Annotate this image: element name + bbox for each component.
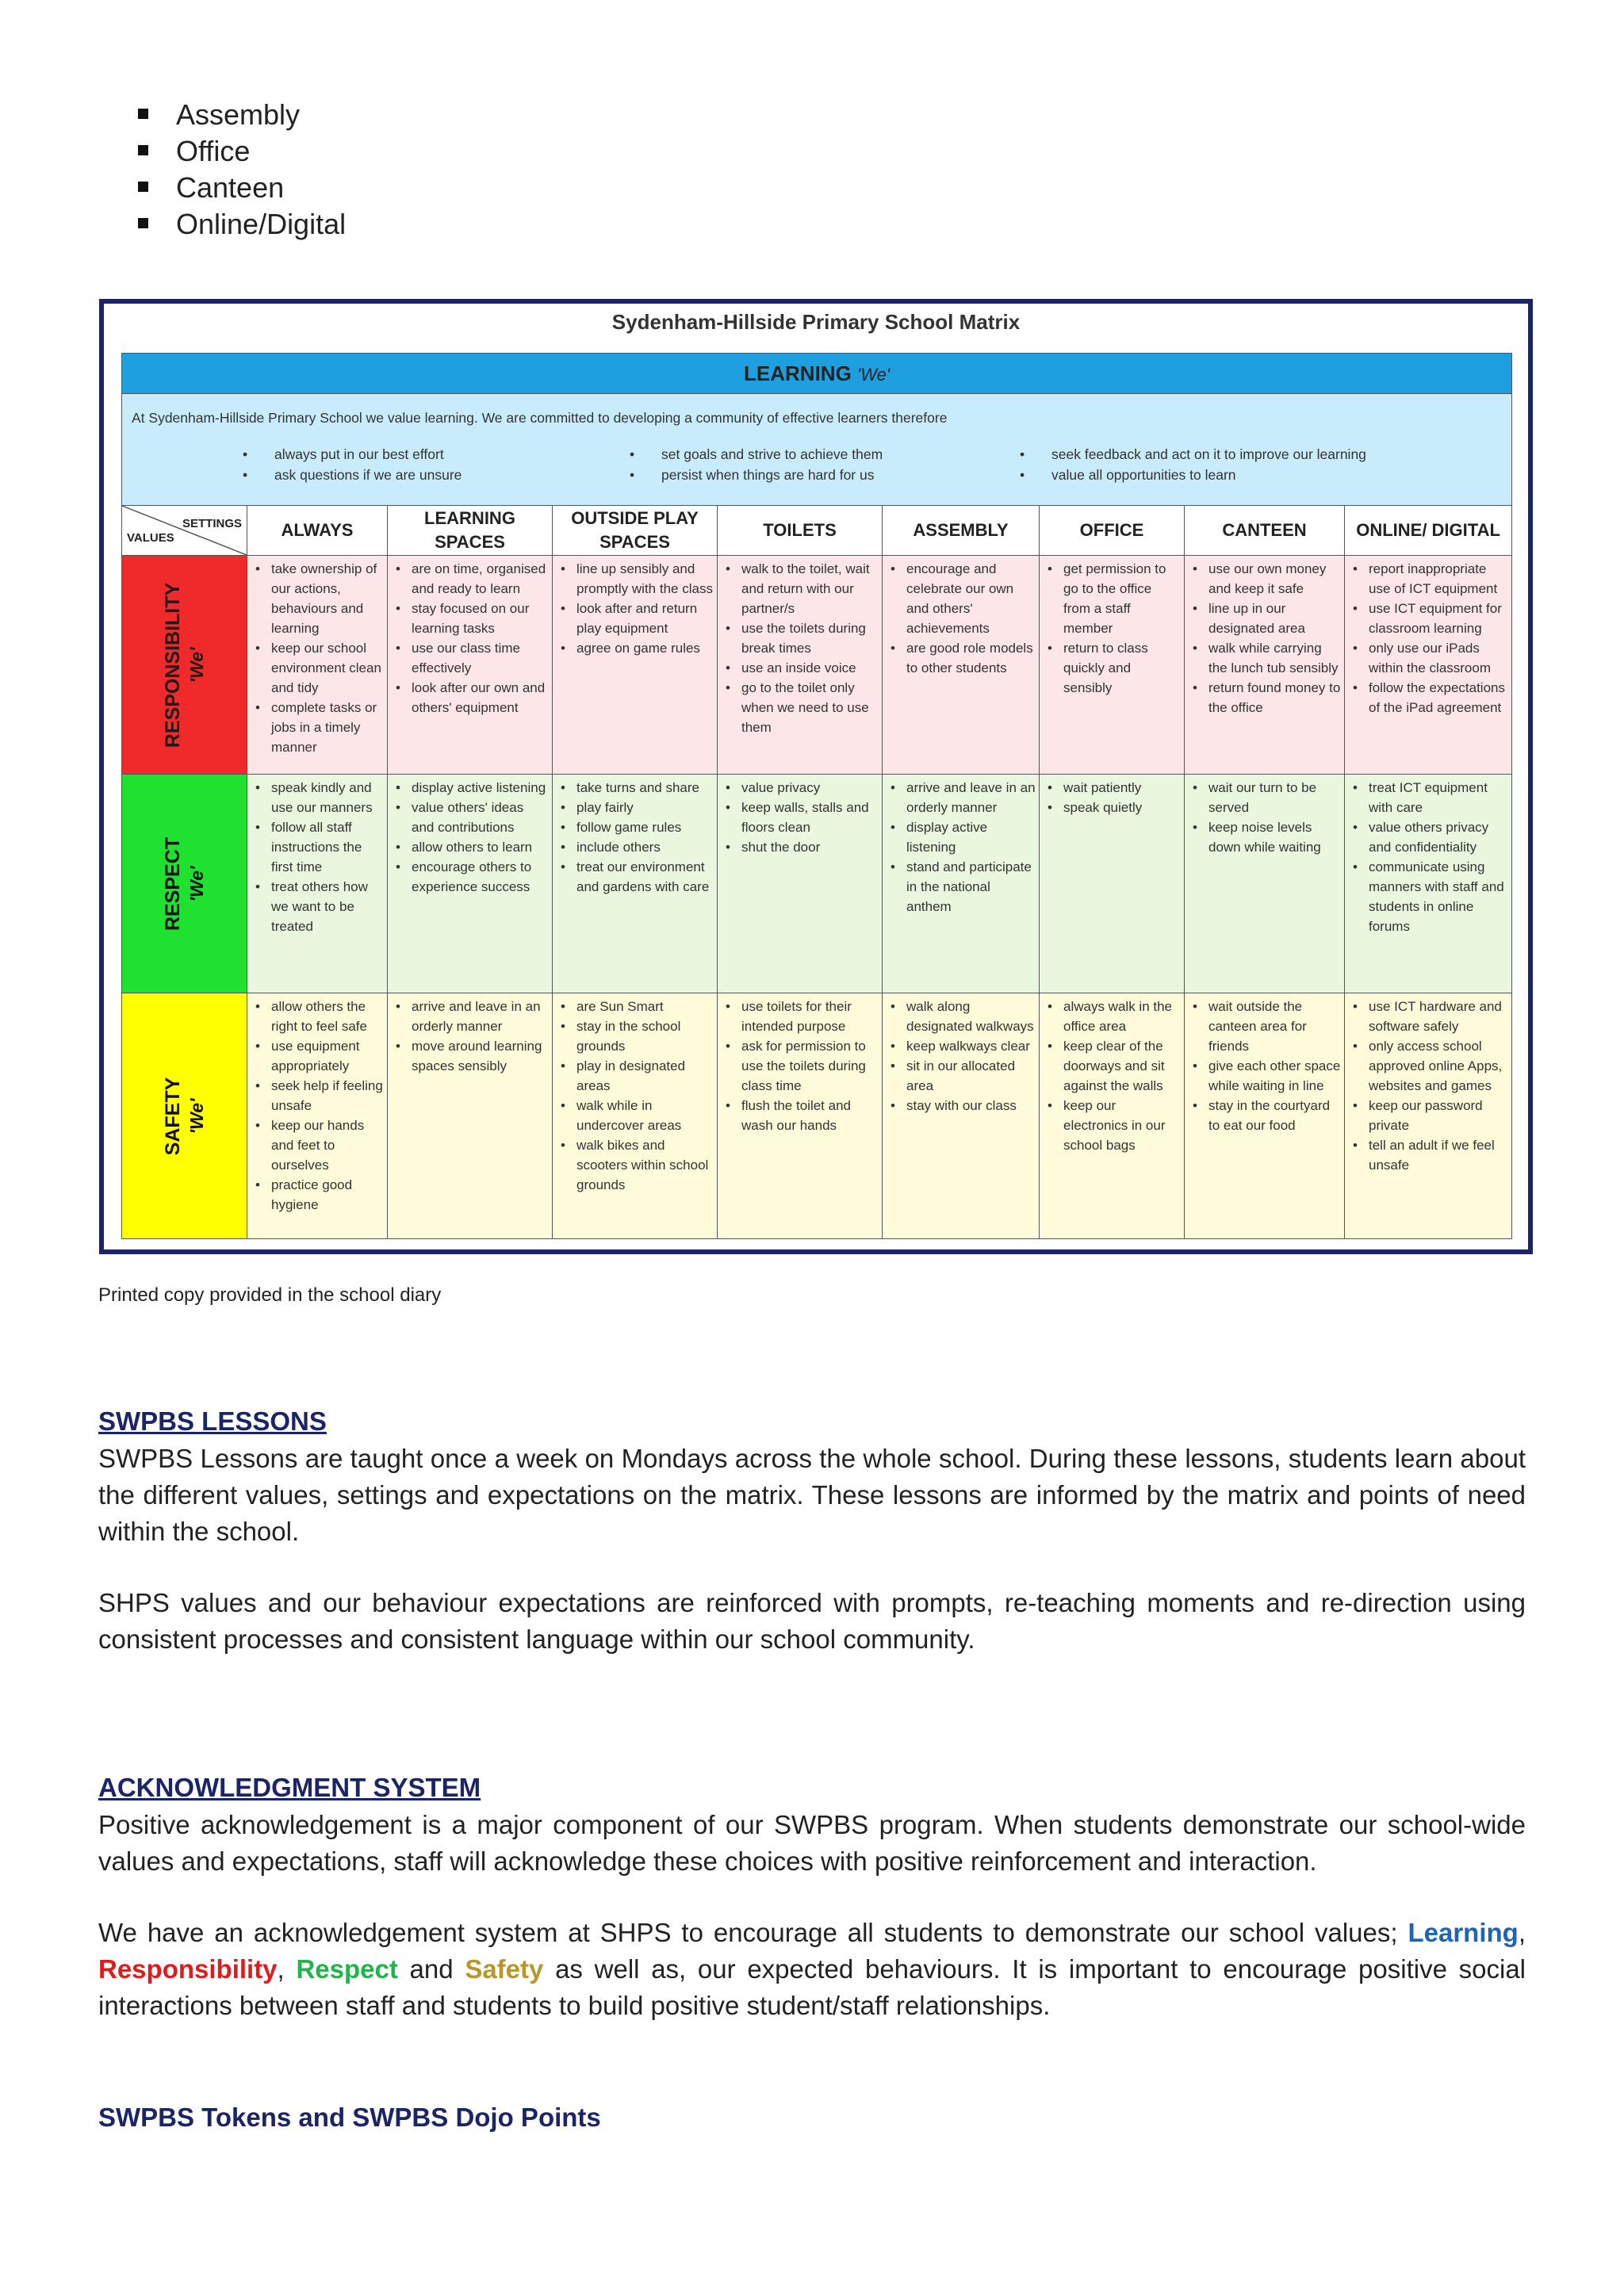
square-bullet-icon bbox=[138, 218, 148, 228]
expectation-item: • treat ICT equipment with care bbox=[1345, 778, 1511, 817]
expectation-item: • give each other space while waiting in line bbox=[1185, 1056, 1344, 1096]
expectation-list bbox=[718, 778, 882, 857]
value-respect-text: Respect bbox=[296, 1954, 398, 1984]
expectation-list bbox=[388, 997, 552, 1076]
expectation-list bbox=[553, 559, 717, 658]
expectation-item: • complete tasks or jobs in a timely manner bbox=[247, 698, 387, 757]
expectation-item: • use the toilets during break times bbox=[718, 618, 882, 658]
expectation-item: • always walk in the office area bbox=[1040, 997, 1184, 1036]
expectation-list bbox=[1345, 997, 1511, 1175]
expectation-item: • keep our school environment clean and tidy bbox=[247, 638, 387, 698]
expectation-item: • return found money to the office bbox=[1185, 678, 1344, 718]
expectation-item: • line up in our designated area bbox=[1185, 599, 1344, 638]
list-item: Canteen bbox=[135, 170, 346, 206]
expectation-list bbox=[883, 559, 1039, 678]
matrix-table bbox=[121, 353, 1512, 1239]
value-learning-text: Learning bbox=[1408, 1918, 1519, 1947]
matrix-cell bbox=[553, 556, 718, 775]
expectation-item: • walk along designated walkways bbox=[883, 997, 1039, 1036]
expectation-item: • seek help if feeling unsafe bbox=[247, 1076, 387, 1115]
expectation-item: • look after our own and others' equipment bbox=[388, 678, 552, 718]
matrix-cell bbox=[1185, 775, 1345, 993]
expectation-list bbox=[553, 997, 717, 1195]
matrix-cell bbox=[388, 993, 553, 1239]
expectation-item: • include others bbox=[553, 837, 717, 857]
expectation-item: • speak quietly bbox=[1040, 798, 1184, 817]
expectation-item: • use an inside voice bbox=[718, 658, 882, 678]
setting-header-online-digital: ONLINE/ DIGITAL bbox=[1345, 506, 1512, 556]
matrix-cell bbox=[247, 775, 388, 993]
value-respect: RESPECT 'We' bbox=[122, 775, 247, 993]
matrix-cell bbox=[1185, 993, 1345, 1239]
matrix-cell bbox=[388, 556, 553, 775]
expectation-item: • are good role models to other students bbox=[883, 638, 1039, 678]
expectation-list bbox=[247, 559, 387, 757]
expectation-item: • return to class quickly and sensibly bbox=[1040, 638, 1184, 698]
acknowledgment-paragraph-2: We have an acknowledgement system at SHPS to encourage all students to demonstrate our school values; Learning, Responsibility, Respect and Safety as well as, our expected behaviours. It is important to encourage positive social interactions between staff and students to build positive student/staff relationships. bbox=[98, 1918, 1526, 2020]
matrix-cell bbox=[388, 775, 553, 993]
matrix-cell bbox=[883, 775, 1040, 993]
expectation-item: • use ICT hardware and software safely bbox=[1345, 997, 1511, 1036]
expectation-item: • allow others the right to feel safe bbox=[247, 997, 387, 1036]
expectation-item: • value others' ideas and contributions bbox=[388, 798, 552, 837]
matrix-cell bbox=[247, 556, 388, 775]
expectation-item: • arrive and leave in an orderly manner bbox=[388, 997, 552, 1036]
value-safety: SAFETY 'We' bbox=[122, 993, 247, 1239]
learning-goals-col2: • set goals and strive to achieve them • persist when things are hard for us bbox=[630, 444, 883, 485]
list-item: Online/Digital bbox=[135, 206, 346, 243]
expectation-item: • allow others to learn bbox=[388, 837, 552, 857]
expectation-list bbox=[247, 778, 387, 936]
learning-heading: LEARNING 'We' bbox=[122, 354, 1512, 394]
school-matrix bbox=[99, 299, 1533, 1254]
setting-header-canteen: CANTEEN bbox=[1185, 506, 1345, 556]
square-bullet-icon bbox=[138, 109, 148, 119]
expectation-list bbox=[553, 778, 717, 897]
setting-header-always: ALWAYS bbox=[247, 506, 388, 556]
expectation-item: • look after and return play equipment bbox=[553, 599, 717, 638]
matrix-cell bbox=[718, 993, 883, 1239]
expectation-item: • walk while in undercover areas bbox=[553, 1096, 717, 1135]
expectation-list bbox=[1185, 997, 1344, 1135]
expectation-item: • stand and participate in the national anthem bbox=[883, 857, 1039, 916]
responsibility-row bbox=[122, 556, 1512, 775]
expectation-item: • arrive and leave in an orderly manner bbox=[883, 778, 1039, 817]
expectation-item: • move around learning spaces sensibly bbox=[388, 1036, 552, 1076]
matrix-cell bbox=[553, 775, 718, 993]
matrix-cell bbox=[1185, 556, 1345, 775]
expectation-item: • treat our environment and gardens with care bbox=[553, 857, 717, 897]
swpbs-lessons-paragraph-2: SHPS values and our behaviour expectations are reinforced with prompts, re-teaching moments and re-direction using consistent processes and consistent language within our school community. bbox=[98, 1588, 1526, 1654]
expectation-item: • sit in our allocated area bbox=[883, 1056, 1039, 1096]
expectation-item: • communicate using manners with staff and students in online forums bbox=[1345, 857, 1511, 936]
expectation-list bbox=[883, 778, 1039, 916]
expectation-item: • speak kindly and use our manners bbox=[247, 778, 387, 817]
matrix-cell bbox=[883, 556, 1040, 775]
expectation-item: • follow all staff instructions the first time bbox=[247, 817, 387, 877]
expectation-item: • go to the toilet only when we need to use them bbox=[718, 678, 882, 737]
expectation-item: • stay with our class bbox=[883, 1096, 1039, 1115]
expectation-item: • use ICT equipment for classroom learning bbox=[1345, 599, 1511, 638]
learning-goals-col3: • seek feedback and act on it to improve our learning • value all opportunities to learn bbox=[1020, 444, 1366, 485]
expectation-list bbox=[1345, 559, 1511, 718]
expectation-item: • agree on game rules bbox=[553, 638, 717, 658]
expectation-item: • keep our electronics in our school bags bbox=[1040, 1096, 1184, 1155]
expectation-item: • get permission to go to the office from a staff member bbox=[1040, 559, 1184, 638]
setting-header-office: OFFICE bbox=[1040, 506, 1185, 556]
expectation-item: • only access school approved online Apps, websites and games bbox=[1345, 1036, 1511, 1096]
expectation-item: • keep walls, stalls and floors clean bbox=[718, 798, 882, 837]
expectation-item: • are on time, organised and ready to learn bbox=[388, 559, 552, 599]
expectation-item: • line up sensibly and promptly with the class bbox=[553, 559, 717, 599]
value-safety-text: Safety bbox=[465, 1954, 544, 1984]
setting-header-toilets: TOILETS bbox=[718, 506, 883, 556]
matrix-cell bbox=[1040, 993, 1185, 1239]
square-bullet-icon bbox=[138, 182, 148, 192]
expectation-item: • flush the toilet and wash our hands bbox=[718, 1096, 882, 1135]
expectation-list bbox=[388, 559, 552, 718]
expectation-item: • keep walkways clear bbox=[883, 1036, 1039, 1056]
matrix-cell bbox=[247, 993, 388, 1239]
expectation-item: • display active listening bbox=[388, 778, 552, 798]
matrix-caption: Printed copy provided in the school diary bbox=[98, 1284, 442, 1306]
expectation-item: • are Sun Smart bbox=[553, 997, 717, 1016]
expectation-item: • encourage others to experience success bbox=[388, 857, 552, 897]
expectation-list bbox=[718, 559, 882, 737]
acknowledgment-heading: ACKNOWLEDGMENT SYSTEM bbox=[98, 1773, 481, 1802]
value-responsibility: RESPONSIBILITY 'We' bbox=[122, 556, 247, 775]
expectation-list bbox=[388, 778, 552, 897]
expectation-item: • walk while carrying the lunch tub sensibly bbox=[1185, 638, 1344, 678]
expectation-item: • walk to the toilet, wait and return with our partner/s bbox=[718, 559, 882, 618]
matrix-cell bbox=[883, 993, 1040, 1239]
expectation-item: • only use our iPads within the classroom bbox=[1345, 638, 1511, 678]
expectation-item: • use our own money and keep it safe bbox=[1185, 559, 1344, 599]
list-item: Assembly bbox=[135, 97, 346, 133]
expectation-item: • shut the door bbox=[718, 837, 882, 857]
expectation-item: • take ownership of our actions, behaviours and learning bbox=[247, 559, 387, 638]
safety-row bbox=[122, 993, 1512, 1239]
expectation-list bbox=[1185, 778, 1344, 857]
expectation-item: • use toilets for their intended purpose bbox=[718, 997, 882, 1036]
expectation-item: • stay in the courtyard to eat our food bbox=[1185, 1096, 1344, 1135]
expectation-item: • value others privacy and confidentiality bbox=[1345, 817, 1511, 857]
matrix-cell bbox=[1345, 775, 1512, 993]
swpbs-lessons-heading: SWPBS LESSONS bbox=[98, 1406, 327, 1436]
respect-row bbox=[122, 775, 1512, 993]
expectation-list bbox=[247, 997, 387, 1215]
expectation-item: • encourage and celebrate our own and others' achievements bbox=[883, 559, 1039, 638]
learning-intro: At Sydenham-Hillside Primary School we value learning. We are committed to developing a community of effective learners therefore bbox=[132, 410, 948, 426]
expectation-list bbox=[1040, 559, 1184, 698]
matrix-title: Sydenham-Hillside Primary School Matrix bbox=[611, 310, 1021, 334]
expectation-list bbox=[1040, 778, 1184, 817]
expectation-item: • follow the expectations of the iPad agreement bbox=[1345, 678, 1511, 718]
expectation-item: • use our class time effectively bbox=[388, 638, 552, 678]
expectation-list bbox=[1345, 778, 1511, 936]
expectation-item: • play in designated areas bbox=[553, 1056, 717, 1096]
expectation-item: • practice good hygiene bbox=[247, 1175, 387, 1215]
expectation-item: • stay focused on our learning tasks bbox=[388, 599, 552, 638]
expectation-list bbox=[883, 997, 1039, 1115]
expectation-item: • keep our password private bbox=[1345, 1096, 1511, 1135]
expectation-item: • value privacy bbox=[718, 778, 882, 798]
settings-header-row bbox=[122, 506, 1512, 556]
expectation-list bbox=[1040, 997, 1184, 1155]
matrix-cell bbox=[553, 993, 718, 1239]
expectation-item: • follow game rules bbox=[553, 817, 717, 837]
expectation-item: • wait outside the canteen area for friends bbox=[1185, 997, 1344, 1056]
expectation-item: • take turns and share bbox=[553, 778, 717, 798]
expectation-item: • report inappropriate use of ICT equipment bbox=[1345, 559, 1511, 599]
expectation-item: • keep our hands and feet to ourselves bbox=[247, 1115, 387, 1175]
matrix-cell bbox=[1040, 775, 1185, 993]
acknowledgment-paragraph-1: Positive acknowledgement is a major component of our SWPBS program. When students demonstrate our school-wide values and expectations, staff will acknowledge these choices with positive reinforcement and interaction. bbox=[98, 1810, 1526, 1876]
expectation-item: • wait patiently bbox=[1040, 778, 1184, 798]
learning-statement bbox=[122, 394, 1512, 506]
matrix-cell bbox=[1345, 993, 1512, 1239]
expectation-item: • treat others how we want to be treated bbox=[247, 877, 387, 936]
expectation-item: • use equipment appropriately bbox=[247, 1036, 387, 1076]
learning-goals-col1: • always put in our best effort • ask questions if we are unsure bbox=[243, 444, 462, 485]
expectation-list bbox=[718, 997, 882, 1135]
setting-header-learning-spaces: LEARNING SPACES bbox=[388, 506, 553, 556]
expectation-item: • stay in the school grounds bbox=[553, 1016, 717, 1056]
expectation-list bbox=[1185, 559, 1344, 718]
expectation-item: • tell an adult if we feel unsafe bbox=[1345, 1135, 1511, 1175]
expectation-item: • walk bikes and scooters within school grounds bbox=[553, 1135, 717, 1195]
square-bullet-icon bbox=[138, 145, 148, 155]
matrix-cell bbox=[718, 556, 883, 775]
settings-values-corner: SETTINGS VALUES bbox=[122, 506, 247, 556]
matrix-cell bbox=[1040, 556, 1185, 775]
expectation-item: • ask for permission to use the toilets during class time bbox=[718, 1036, 882, 1096]
expectation-item: • keep clear of the doorways and sit against the walls bbox=[1040, 1036, 1184, 1096]
setting-header-assembly: ASSEMBLY bbox=[883, 506, 1040, 556]
swpbs-lessons-paragraph-1: SWPBS Lessons are taught once a week on Mondays across the whole school. During these lessons, students learn about the different values, settings and expectations on the matrix. These lessons are informed by the matrix and points of need within the school. bbox=[98, 1444, 1526, 1546]
list-item: Office bbox=[135, 133, 346, 170]
matrix-cell bbox=[1345, 556, 1512, 775]
expectation-item: • wait our turn to be served bbox=[1185, 778, 1344, 817]
expectation-item: • play fairly bbox=[553, 798, 717, 817]
setting-header-outside-play-spaces: OUTSIDE PLAY SPACES bbox=[553, 506, 718, 556]
matrix-cell bbox=[718, 775, 883, 993]
tokens-heading: SWPBS Tokens and SWPBS Dojo Points bbox=[98, 2103, 601, 2132]
value-responsibility-text: Responsibility bbox=[98, 1954, 278, 1984]
expectation-item: • keep noise levels down while waiting bbox=[1185, 817, 1344, 857]
settings-bullet-list bbox=[135, 97, 346, 243]
expectation-item: • display active listening bbox=[883, 817, 1039, 857]
